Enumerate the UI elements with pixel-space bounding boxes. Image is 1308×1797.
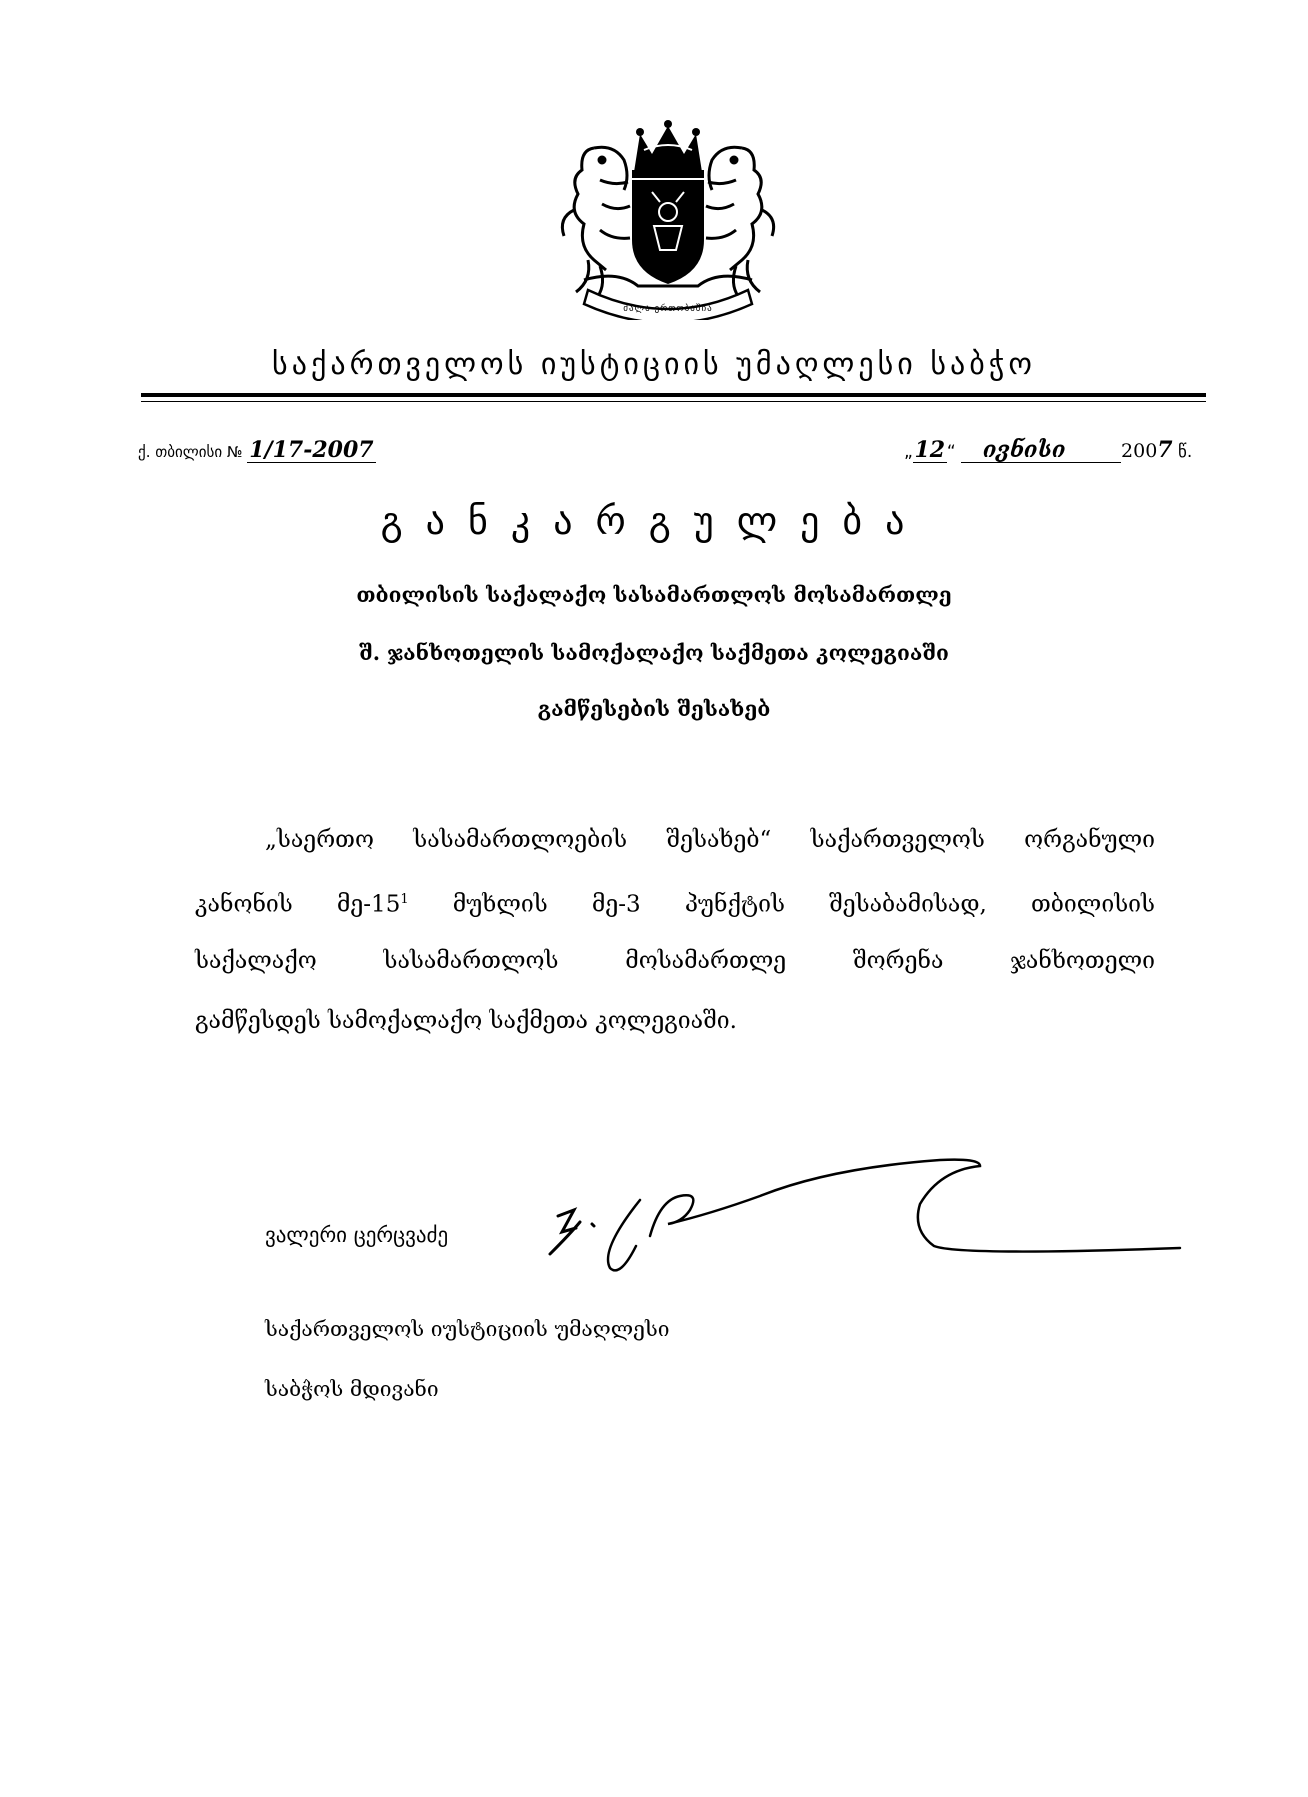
signatory-name: ვალერი ცერცვაძე bbox=[265, 1223, 449, 1247]
shield-icon bbox=[632, 180, 704, 284]
date-day: 12 bbox=[914, 437, 946, 463]
date-close-quote: “ bbox=[946, 442, 956, 462]
body-line-2 bbox=[195, 884, 1155, 921]
date-open-quote: „ bbox=[904, 442, 913, 462]
handwritten-signature-icon bbox=[540, 1150, 1220, 1290]
motto-text: ძალა ერთობაშია bbox=[623, 304, 713, 314]
document-title: განკარგულება bbox=[380, 499, 928, 543]
article-superscript: 1 bbox=[400, 892, 409, 907]
body-line-4: გამწესდეს სამოქალაქო საქმეთა კოლეგიაში. bbox=[195, 1008, 737, 1034]
subject-line-1: თბილისის საქალაქო სასამართლოს მოსამართლე bbox=[356, 582, 952, 607]
lion-left-icon bbox=[562, 147, 630, 296]
place-and-number bbox=[138, 438, 376, 464]
signatory-position-line-2: საბჭოს მდივანი bbox=[265, 1377, 439, 1401]
subject-line-2: შ. ჯანხოთელის სამოქალაქო საქმეთა კოლეგიაში bbox=[359, 640, 949, 665]
subject-line-3: გამწესების შესახებ bbox=[537, 696, 771, 721]
document-date bbox=[904, 438, 1192, 464]
place-label: ქ. თბილისი № bbox=[138, 443, 243, 461]
signatory-position-line-1: საქართველოს იუსტიციის უმაღლესი bbox=[265, 1317, 670, 1341]
document-number: 1/17-2007 bbox=[249, 437, 374, 463]
body-line-1: „საერთო სასამართლოების შესახებ“ საქართველოს ორგანული bbox=[265, 827, 1155, 853]
body-line-2-end: მუხლის მე-3 პუნქტის შესაბამისად, თბილისის bbox=[408, 891, 1155, 918]
body-line-3: საქალაქო სასამართლოს მოსამართლე შორენა ჯანხოთელი bbox=[195, 948, 1155, 974]
date-month: ივნისი bbox=[961, 438, 1121, 463]
coat-of-arms-icon bbox=[548, 120, 788, 320]
body-line-2-start: კანონის მე-15 bbox=[195, 891, 401, 918]
date-suffix: წ. bbox=[1178, 442, 1193, 462]
header-rule-thin bbox=[141, 401, 1206, 402]
header-rule-thick bbox=[141, 393, 1206, 397]
date-year-prefix: 200 bbox=[1121, 440, 1158, 462]
lion-right-icon bbox=[706, 147, 774, 296]
crown-icon bbox=[632, 120, 704, 178]
council-header: საქართველოს იუსტიციის უმაღლესი საბჭო bbox=[272, 347, 1036, 382]
date-year-digit: 7 bbox=[1157, 437, 1173, 463]
